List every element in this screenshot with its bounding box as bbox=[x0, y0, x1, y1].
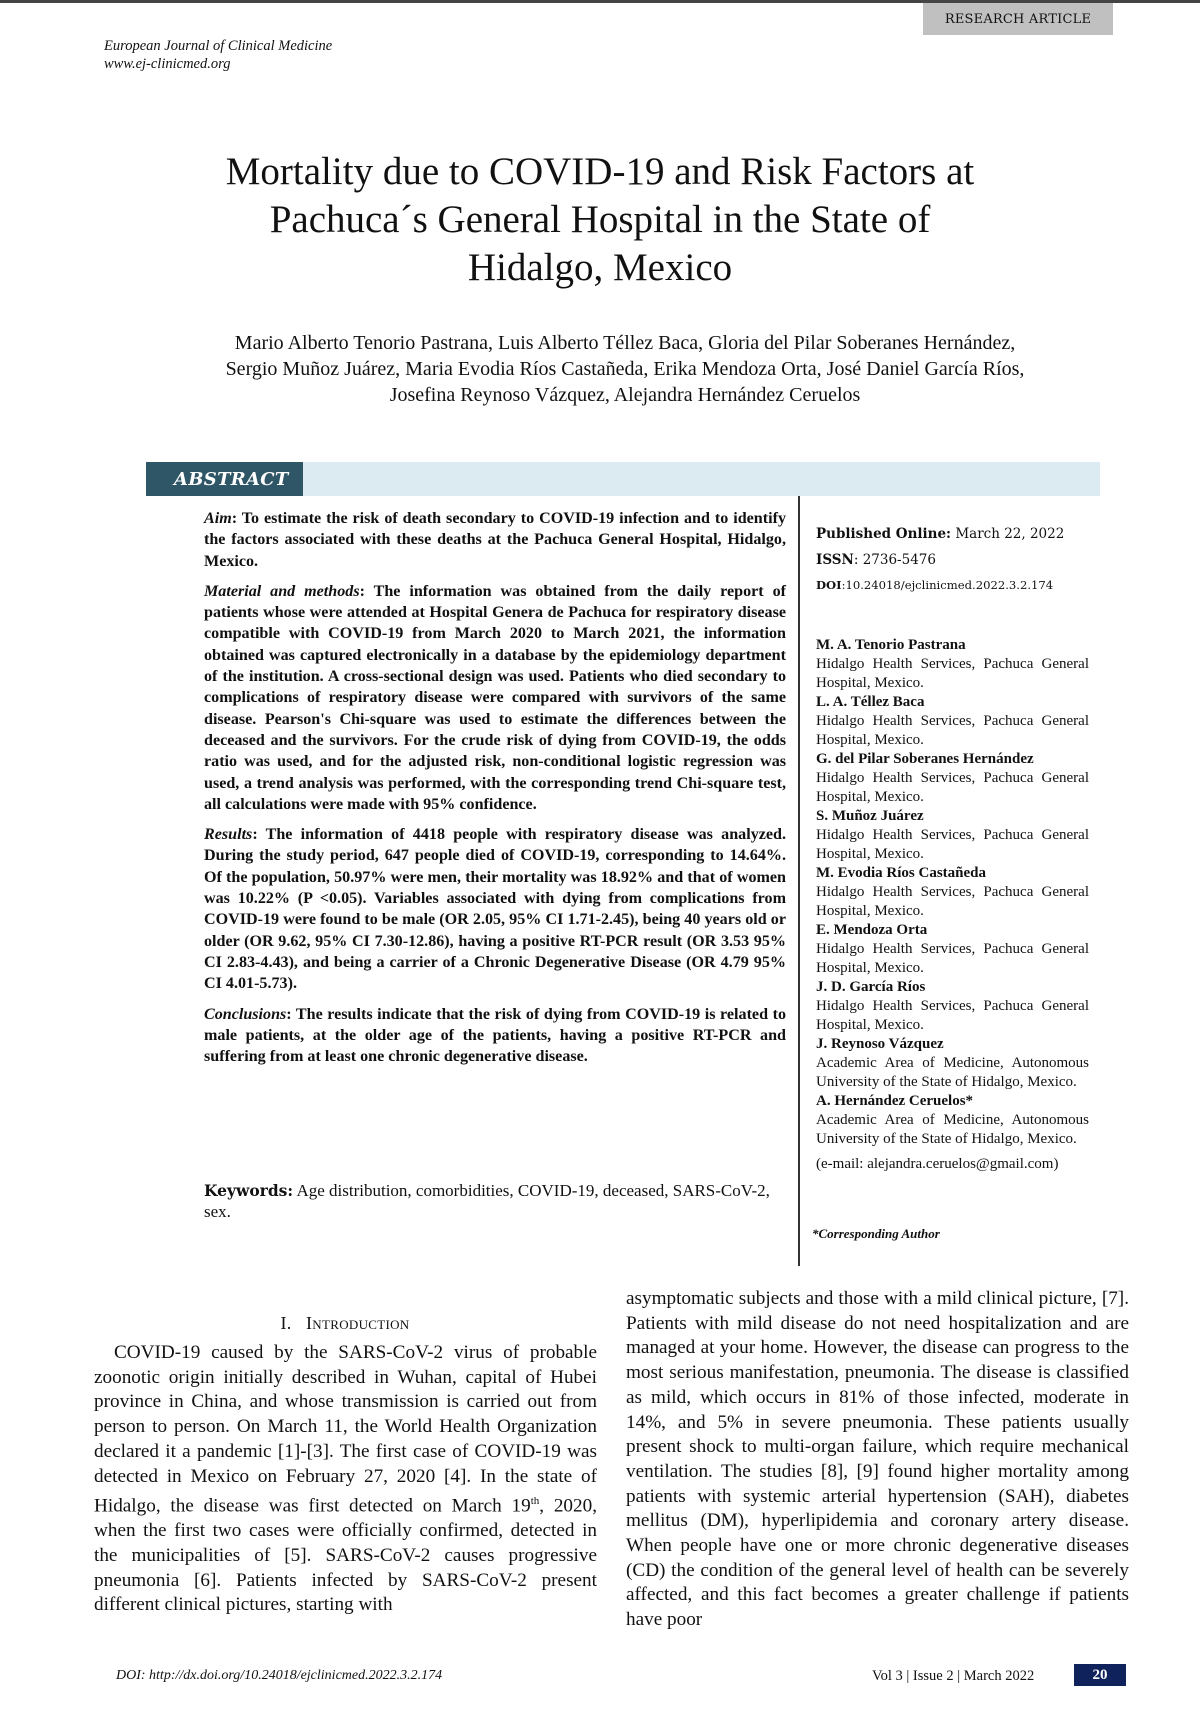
doi-label: DOI bbox=[816, 578, 842, 592]
abstract-text: : The information was obtained from the daily report of patients whose were attended at Hospital Genera de Pachuca for respiratory disease compatible with COVID-19 from March 2020 to March 2021, the information obtained was captured electronically in a database by the epidemiology department of the institution. A cross-sectional design was used. Patients who died secondary to complications of respiratory disease were compared with survivors of the same disease. Pearson's Chi-square was used to estimate the differences between the deceased and the survivors. For the crude risk of dying from COVID-19, the odds ratio was used, and for the adjusted risk, non-conditional logistic regression was used, a trend analysis was performed, with the corresponding trend Chi-square test, all calculations were made with 95% confidence. bbox=[204, 582, 786, 813]
introduction-right-column: asymptomatic subjects and those with a mild clinical picture, [7]. Patients with mild disease do not need hospitalization and are managed at your home. However, the disease can progress to the most serious manifestation, pneumonia. The disease is classified as mild, which occurs in 81% of those infected, moderate in 14%, and 5% in severe pneumonia. These patients usually present shock to multi-organ failure, which require mechanical ventilation. The studies [8], [9] found higher mortality among patients with systemic arterial hypertension (SAH), diabetes mellitus (DM), hyperlipidemia and coronary artery disease. When people have one or more chronic degenerative diseases (CD) the condition of the general level of health can be severely affected, and this fact becomes a greater challenge if patients have poor bbox=[626, 1288, 1129, 1631]
title-line: Mortality due to COVID-19 and Risk Factors at bbox=[225, 150, 975, 193]
affiliation-author: A. Hernández Ceruelos* bbox=[816, 1093, 974, 1109]
introduction-left-column bbox=[94, 1341, 597, 1618]
affiliation-text: Academic Area of Medicine, Autonomous University of the State of Hidalgo, Mexico. bbox=[816, 1055, 1089, 1090]
column-divider bbox=[798, 496, 800, 1266]
affiliation-entry bbox=[816, 978, 1089, 1035]
issn-value: : 2736-5476 bbox=[853, 552, 936, 568]
author-line: Josefina Reynoso Vázquez, Alejandra Hernández Ceruelos bbox=[389, 384, 861, 406]
abstract-body bbox=[204, 508, 786, 1076]
keywords bbox=[204, 1180, 786, 1222]
affiliation-author: J. D. García Ríos bbox=[816, 979, 926, 995]
doi bbox=[816, 578, 1096, 592]
section-heading-introduction bbox=[94, 1313, 596, 1334]
title-line: Pachuca´s General Hospital in the State of bbox=[269, 198, 931, 241]
affiliation-entry bbox=[816, 1035, 1089, 1092]
issn-label: ISSN bbox=[816, 552, 854, 568]
affiliation-entry bbox=[816, 807, 1089, 864]
affiliation-author: M. A. Tenorio Pastrana bbox=[816, 637, 966, 653]
abstract-lead: Material and methods bbox=[204, 582, 360, 600]
issn bbox=[816, 552, 1096, 568]
author-line: Mario Alberto Tenorio Pastrana, Luis Alberto Téllez Baca, Gloria del Pilar Soberanes Hernández, bbox=[234, 332, 1016, 354]
published-value: March 22, 2022 bbox=[951, 526, 1065, 542]
body-text: , 2020, when the first two cases were officially confirmed, detected in the municipalities of [5]. SARS-CoV-2 causes progressive pneumonia [6]. Patients infected by SARS-CoV-2 present different clinical pictures, starting with bbox=[94, 1495, 597, 1616]
corresponding-author-note: *Corresponding Author bbox=[812, 1226, 940, 1241]
superscript: th bbox=[530, 1495, 540, 1508]
journal-url[interactable]: www.ej-clinicmed.org bbox=[104, 56, 231, 72]
article-type-badge: RESEARCH ARTICLE bbox=[923, 3, 1113, 35]
body-text: COVID-19 caused by the SARS-CoV-2 virus of probable zoonotic origin initially described in Wuhan, capital of Hubei province in China, and whose transmission is carried out from person to person. On March 11, the World Health Organization declared it a pandemic [1]-[3]. The first case of COVID-19 was detected in Mexico on February 27, 2020 [4]. In the state of Hidalgo, the disease was first detected on March 19 bbox=[94, 1342, 597, 1517]
affiliation-author: L. A. Téllez Baca bbox=[816, 694, 925, 710]
affiliation-text: Hidalgo Health Services, Pachuca General Hospital, Mexico. bbox=[816, 827, 1089, 862]
section-title: Introduction bbox=[306, 1313, 410, 1333]
abstract-lead: Conclusions bbox=[204, 1005, 287, 1023]
affiliation-entry bbox=[816, 750, 1089, 807]
affiliation-text: Hidalgo Health Services, Pachuca General Hospital, Mexico. bbox=[816, 713, 1089, 748]
published-online bbox=[816, 526, 1096, 542]
author-line: Sergio Muñoz Juárez, Maria Evodia Ríos Castañeda, Erika Mendoza Orta, José Daniel García Ríos, bbox=[225, 358, 1025, 380]
article-title bbox=[140, 148, 1060, 292]
affiliation-author: J. Reynoso Vázquez bbox=[816, 1036, 944, 1052]
affiliation-author: M. Evodia Ríos Castañeda bbox=[816, 865, 987, 881]
affiliation-author: G. del Pilar Soberanes Hernández bbox=[816, 751, 1034, 767]
abstract-text: : The information of 4418 people with respiratory disease was analyzed. During the study period, 647 people died of COVID-19, corresponding to 14.64%. Of the population, 50.97% were men, their mortality was 18.92% and that of women was 10.22% (P <0.05). Variables associated with dying from complications from COVID-19 were found to be male (OR 2.05, 95% CI 1.71-2.45), being 40 years old or older (OR 9.62, 95% CI 7.30-12.86), having a positive RT-PCR result (OR 3.53 95% CI 2.83-4.43), and being a carrier of a Chronic Degenerative Disease (OR 4.79 95% CI 4.01-5.73). bbox=[204, 826, 786, 993]
journal-name: European Journal of Clinical Medicine bbox=[104, 38, 333, 54]
author-affiliations bbox=[816, 636, 1089, 1174]
keywords-list: Age distribution, comorbidities, COVID-19, deceased, SARS-CoV-2, sex. bbox=[204, 1181, 770, 1221]
corresponding-email[interactable]: (e-mail: alejandra.ceruelos@gmail.com) bbox=[816, 1156, 1059, 1172]
affiliation-author: S. Muñoz Juárez bbox=[816, 808, 924, 824]
footer-volume-issue: Vol 3 | Issue 2 | March 2022 bbox=[872, 1668, 1035, 1684]
abstract-lead: Results bbox=[204, 826, 253, 844]
abstract-text: : The results indicate that the risk of dying from COVID-19 is related to male patients, at the older age of the patients, having a positive RT-PCR and suffering from at least one chronic degenerative disease. bbox=[204, 1005, 786, 1066]
doi-value[interactable]: :10.24018/ejclinicmed.2022.3.2.174 bbox=[841, 578, 1054, 592]
affiliation-entry bbox=[816, 921, 1089, 978]
affiliation-entry bbox=[816, 1092, 1089, 1149]
journal-header bbox=[104, 37, 332, 73]
published-label: Published Online: bbox=[816, 526, 952, 542]
affiliation-text: Hidalgo Health Services, Pachuca General Hospital, Mexico. bbox=[816, 884, 1089, 919]
affiliation-author: E. Mendoza Orta bbox=[816, 922, 928, 938]
affiliation-entry bbox=[816, 636, 1089, 693]
abstract-lead: Aim bbox=[204, 510, 232, 527]
affiliation-text: Academic Area of Medicine, Autonomous University of the State of Hidalgo, Mexico. bbox=[816, 1112, 1089, 1147]
affiliation-text: Hidalgo Health Services, Pachuca General Hospital, Mexico. bbox=[816, 656, 1089, 691]
title-line: Hidalgo, Mexico bbox=[467, 246, 733, 289]
footer-doi-link[interactable]: DOI: http://dx.doi.org/10.24018/ejclinicmed.2022.3.2.174 bbox=[116, 1668, 443, 1683]
abstract-label: ABSTRACT bbox=[146, 462, 303, 496]
author-list bbox=[150, 330, 1100, 408]
abstract-conclusions bbox=[204, 1004, 786, 1068]
keywords-label: Keywords: bbox=[204, 1181, 294, 1200]
affiliation-text: Hidalgo Health Services, Pachuca General Hospital, Mexico. bbox=[816, 941, 1089, 976]
abstract-text: : To estimate the risk of death secondary to COVID-19 infection and to identify the factors associated with these deaths at the Pachuca General Hospital, Hidalgo, Mexico. bbox=[204, 510, 786, 570]
publication-meta bbox=[816, 526, 1096, 602]
abstract-aim bbox=[204, 508, 786, 572]
affiliation-text: Hidalgo Health Services, Pachuca General Hospital, Mexico. bbox=[816, 770, 1089, 805]
page-number: 20 bbox=[1074, 1664, 1126, 1686]
abstract-methods bbox=[204, 581, 786, 815]
affiliation-entry bbox=[816, 864, 1089, 921]
affiliation-text: Hidalgo Health Services, Pachuca General Hospital, Mexico. bbox=[816, 998, 1089, 1033]
abstract-results bbox=[204, 824, 786, 994]
affiliation-entry bbox=[816, 693, 1089, 750]
section-number: I. bbox=[280, 1313, 292, 1333]
